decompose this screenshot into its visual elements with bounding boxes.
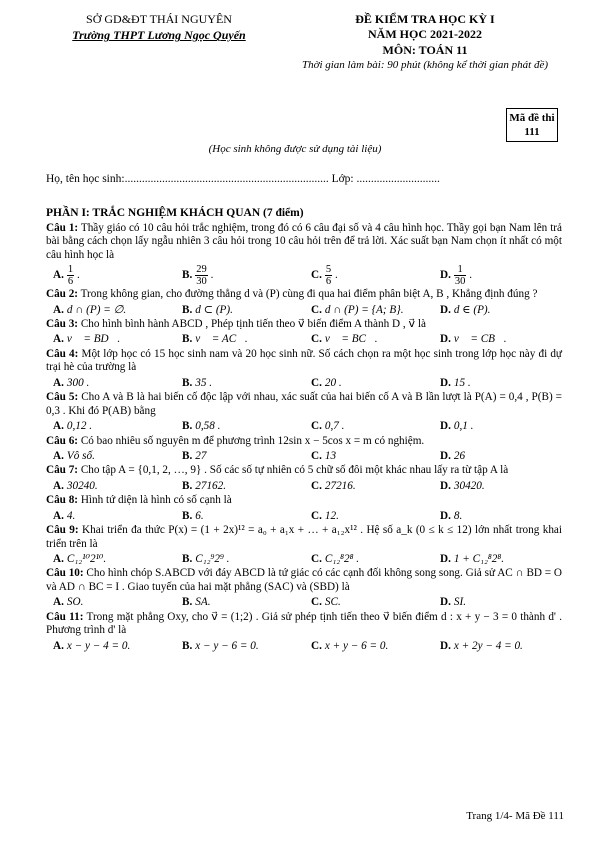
option-text: 6.: [195, 509, 204, 522]
answer-option[interactable]: [304, 553, 433, 566]
option-letter: A.: [53, 509, 64, 522]
option-text: 35 .: [195, 376, 213, 389]
exam-code-value: 111: [524, 125, 540, 138]
question-item: [46, 318, 562, 347]
option-text: v⃗ = BD⃗.: [66, 333, 121, 346]
option-letter: C.: [311, 420, 322, 433]
option-letter: B.: [182, 553, 193, 566]
answer-option[interactable]: [304, 596, 433, 609]
option-text: 27: [195, 449, 207, 462]
option-letter: B.: [182, 269, 193, 282]
question-item: [46, 567, 562, 609]
answer-options: [46, 420, 562, 433]
student-name-label: Họ, tên học sinh:: [46, 173, 125, 185]
question-item: [46, 524, 562, 566]
class-blank[interactable]: .............................: [356, 173, 440, 185]
question-body: Cho tập A = {0,1, 2, …, 9} . Số các số tự nhiên có 5 chữ số đôi một khác nhau lấy ra từ tập A là: [78, 464, 509, 477]
option-letter: D.: [440, 596, 451, 609]
option-letter: C.: [311, 449, 322, 462]
option-letter: A.: [53, 420, 64, 433]
exam-content: [46, 207, 562, 654]
answer-option[interactable]: [304, 304, 433, 317]
option-letter: D.: [440, 333, 451, 346]
option-letter: D.: [440, 509, 451, 522]
option-text: SA.: [195, 596, 211, 609]
question-body: Thầy giáo có 10 câu hỏi trắc nghiệm, trong đó có 6 câu đại số và 4 câu hình học. Thầy gọi bạn Nam lên trả bài bằng cách chọn lấy ngẫu nhiên 3 câu hỏi trong 10 câu hỏi trên để trả lời. Xác suất bạn Nam chọn ít nhất có một câu hình học là: [46, 221, 562, 261]
option-letter: D.: [440, 479, 451, 492]
option-text: SC.: [324, 596, 341, 609]
question-label: Câu 1:: [46, 221, 79, 234]
question-label: Câu 7:: [46, 464, 79, 477]
option-letter: C.: [311, 479, 322, 492]
question-body: Cho A và B là hai biến cố độc lập với nhau, xác suất của hai biến cố A và B lần lượt là P(A) = 0,4 , P(B) = 0,3 . Khi đó P(AB) bằng: [46, 391, 562, 417]
question-label: Câu 5:: [46, 391, 79, 404]
question-item: [46, 464, 562, 493]
question-label: Câu 3:: [46, 318, 79, 331]
option-letter: A.: [53, 333, 64, 346]
exam-code-box: [506, 108, 558, 142]
answer-option[interactable]: [433, 480, 562, 493]
option-fraction: $\frac{5}{6}$: [325, 264, 332, 288]
option-letter: B.: [182, 333, 193, 346]
option-letter: C.: [311, 509, 322, 522]
question-label: Câu 2:: [46, 288, 79, 301]
answer-option[interactable]: [433, 377, 562, 390]
question-text: [46, 464, 562, 477]
question-body: Trong không gian, cho đường thẳng d và (P) cùng đi qua hai điểm phân biệt A, B , Khẳng định đúng ?: [78, 288, 538, 301]
exam-code-label: Mã đề thi: [509, 112, 555, 124]
option-letter: B.: [182, 449, 193, 462]
answer-option[interactable]: [175, 377, 304, 390]
option-letter: B.: [182, 303, 193, 316]
answer-option[interactable]: [46, 450, 175, 463]
option-letter: A.: [53, 553, 64, 566]
option-letter: A.: [53, 269, 64, 282]
exam-duration: Thời gian làm bài: 90 phút (không kể thời gian phát đề): [301, 59, 549, 72]
option-text: v⃗ = AC⃗.: [195, 333, 248, 346]
answer-option[interactable]: [304, 510, 433, 523]
option-text: 0,58 .: [195, 420, 221, 433]
question-body: Cho hình bình hành ABCD , Phép tịnh tiến theo v⃗ biến điểm A thành D , v⃗ là: [78, 318, 426, 331]
answer-option[interactable]: [46, 377, 175, 390]
option-letter: D.: [440, 639, 451, 652]
answer-options: [46, 553, 562, 566]
answer-option[interactable]: D. $\frac{1}{30}$ .: [440, 264, 472, 288]
answer-option[interactable]: [175, 480, 304, 493]
question-item: [46, 288, 562, 317]
part-title: PHẦN I: TRẮC NGHIỆM KHÁCH QUAN (7 điểm): [46, 207, 304, 219]
option-letter: D.: [440, 376, 451, 389]
answer-option[interactable]: [433, 333, 562, 346]
answer-option[interactable]: [175, 304, 304, 317]
header-left: [44, 12, 274, 43]
option-text: x − y − 6 = 0.: [195, 639, 259, 652]
option-text: 0,1 .: [453, 420, 474, 433]
option-text: 0,12 .: [66, 420, 93, 433]
page-footer: Trang 1/4- Mã Đề 111: [466, 810, 564, 822]
answer-option[interactable]: [175, 553, 304, 566]
option-letter: A.: [53, 479, 64, 492]
question-text: [46, 524, 562, 551]
option-text: 4.: [66, 509, 76, 522]
option-text: 15 .: [453, 376, 471, 389]
option-text: 8.: [453, 509, 463, 522]
answer-option[interactable]: [175, 596, 304, 609]
subject-title: MÔN: TOÁN 11: [382, 42, 468, 57]
answer-option[interactable]: [175, 640, 304, 653]
option-text: C₁₂⁸2⁸ .: [324, 553, 360, 566]
answer-option[interactable]: [433, 450, 562, 463]
answer-option[interactable]: [46, 510, 175, 523]
question-item: [46, 611, 562, 653]
option-text: x + y − 6 = 0.: [324, 639, 389, 652]
option-letter: C.: [311, 639, 322, 652]
option-letter: C.: [311, 376, 322, 389]
question-text: [46, 567, 562, 594]
question-body: Có bao nhiêu số nguyên m để phương trình 12sin x − 5cos x = m có nghiệm.: [78, 434, 425, 447]
option-text: d ⊂ (P).: [195, 303, 233, 316]
option-text: Vô số.: [66, 449, 95, 462]
question-label: Câu 4:: [46, 347, 79, 360]
answer-option[interactable]: [433, 640, 562, 653]
answer-option[interactable]: [433, 553, 562, 566]
option-letter: C.: [311, 596, 322, 609]
option-letter: C.: [311, 553, 322, 566]
option-text: 20 .: [324, 376, 342, 389]
question-text: [46, 348, 562, 375]
answer-option[interactable]: [46, 420, 175, 433]
student-name-blank[interactable]: .......................................................................: [124, 173, 329, 185]
answer-option[interactable]: [433, 510, 562, 523]
question-text: [46, 611, 562, 638]
option-text: d ∈ (P).: [453, 303, 491, 316]
question-item: [46, 435, 562, 464]
option-fraction: $\frac{1}{6}$: [67, 264, 74, 288]
answer-options: [46, 377, 562, 390]
answer-option[interactable]: C. $\frac{5}{6}$ .: [311, 264, 338, 288]
option-text: C₁₂⁹2⁹ .: [195, 553, 230, 566]
answer-option[interactable]: [433, 304, 562, 317]
no-materials-note: (Học sinh không được sử dụng tài liệu): [208, 143, 382, 155]
option-letter: B.: [182, 420, 193, 433]
option-text: 26: [453, 449, 466, 462]
question-body: Cho hình chóp S.ABCD với đáy ABCD là tứ giác có các cạnh đối không song song. Giả sử AC ∩ BD = O và AD ∩ BC = I . Giao tuyến của hai mặt phẳng (SAC) và (SBD) là: [46, 567, 562, 593]
option-letter: C.: [311, 303, 322, 316]
question-body: Trong mặt phẳng Oxy, cho v⃗ = (1;2) . Giả sử phép tịnh tiến theo v⃗ biến điểm d : x + y − 3 = 0 thành d' . Phương trình d' là: [46, 610, 562, 637]
question-text: [46, 391, 562, 418]
option-text: d ∩ (P) = ∅.: [66, 303, 127, 316]
option-letter: A.: [53, 303, 64, 316]
option-text: C₁₂¹⁰2¹⁰.: [66, 553, 107, 566]
option-text: 0,7 .: [324, 420, 345, 433]
option-text: 12.: [324, 509, 339, 522]
option-text: 27162.: [195, 479, 227, 492]
answer-option[interactable]: [304, 420, 433, 433]
option-letter: D.: [440, 449, 451, 462]
answer-option[interactable]: [304, 377, 433, 390]
answer-option[interactable]: [433, 420, 562, 433]
option-text: x + 2y − 4 = 0.: [453, 639, 523, 652]
answer-options: [46, 640, 562, 653]
option-text: 30240.: [66, 479, 98, 492]
answer-option[interactable]: B. $\frac{29}{30}$ .: [182, 264, 214, 288]
option-letter: D.: [440, 553, 451, 566]
question-item: [46, 222, 562, 287]
school-year: NĂM HỌC 2021-2022: [368, 27, 482, 42]
option-text: 1 + C₁₂⁸2⁸.: [453, 553, 505, 566]
question-label: Câu 11:: [46, 610, 84, 623]
answer-option[interactable]: [175, 333, 304, 346]
question-label: Câu 9:: [46, 524, 79, 537]
answer-option[interactable]: [46, 640, 175, 653]
option-letter: B.: [182, 639, 193, 652]
question-text: [46, 318, 562, 331]
option-text: SI.: [453, 596, 467, 609]
answer-options: [46, 450, 562, 463]
option-letter: A.: [53, 376, 64, 389]
question-list: [46, 222, 562, 653]
school-name: Trường THPT Lương Ngọc Quyến: [72, 28, 246, 43]
question-text: [46, 222, 562, 262]
option-text: x − y − 4 = 0.: [66, 639, 131, 652]
answer-options: [46, 333, 562, 346]
option-letter: A.: [53, 596, 64, 609]
answer-option[interactable]: [46, 333, 175, 346]
answer-option[interactable]: [304, 640, 433, 653]
option-letter: A.: [53, 639, 64, 652]
option-letter: D.: [440, 303, 451, 316]
option-text: v⃗ = BC⃗.: [324, 333, 378, 346]
question-body: Một lớp học có 15 học sinh nam và 20 học sinh nữ. Số cách chọn ra một học sinh trong lớp học này đi dự trại hè của trường là: [46, 347, 562, 374]
option-text: v⃗ = CB⃗.: [453, 333, 507, 346]
question-text: [46, 288, 562, 301]
header-right: [290, 12, 560, 72]
option-letter: A.: [53, 449, 64, 462]
option-letter: D.: [440, 269, 451, 282]
option-fraction: $\frac{29}{30}$: [196, 264, 207, 288]
option-letter: D.: [440, 420, 451, 433]
department-name: SỞ GD&ĐT THÁI NGUYÊN: [86, 12, 232, 26]
answer-option[interactable]: [175, 420, 304, 433]
question-label: Câu 10:: [46, 567, 84, 580]
question-text: [46, 435, 562, 448]
option-text: 27216.: [324, 479, 356, 492]
student-info-line: [46, 173, 440, 187]
answer-option[interactable]: [304, 450, 433, 463]
option-text: 30420.: [453, 479, 485, 492]
question-label: Câu 6:: [46, 434, 79, 447]
answer-options: [46, 304, 562, 317]
answer-option[interactable]: A. $\frac{1}{6}$ .: [53, 264, 80, 288]
option-letter: C.: [311, 333, 322, 346]
question-text: [46, 494, 562, 507]
answer-options: [46, 480, 562, 493]
option-text: 13: [324, 449, 337, 462]
option-letter: B.: [182, 596, 193, 609]
answer-option[interactable]: [304, 333, 433, 346]
answer-options: [46, 596, 562, 609]
answer-option[interactable]: [46, 553, 175, 566]
class-label: Lớp:: [328, 173, 357, 185]
question-body: Khai triển đa thức P(x) = (1 + 2x)¹² = a₀ + a₁x + … + a₁₂x¹² . Hệ số a_k (0 ≤ k ≤ 12) lớn nhất trong khai triển trên là: [46, 524, 562, 550]
exam-title: ĐỀ KIỂM TRA HỌC KỲ I: [355, 12, 495, 26]
option-letter: B.: [182, 376, 193, 389]
answer-option[interactable]: [175, 450, 304, 463]
option-text: 300 .: [66, 376, 90, 389]
answer-option[interactable]: [46, 480, 175, 493]
answer-option[interactable]: [46, 304, 175, 317]
answer-option[interactable]: [433, 596, 562, 609]
option-letter: B.: [182, 479, 193, 492]
question-item: [46, 348, 562, 390]
question-item: [46, 494, 562, 523]
answer-options: [46, 510, 562, 523]
question-label: Câu 8:: [46, 494, 79, 507]
option-letter: B.: [182, 509, 193, 522]
answer-option[interactable]: [304, 480, 433, 493]
answer-option[interactable]: [175, 510, 304, 523]
answer-options: [46, 264, 562, 287]
option-text: SO.: [66, 596, 84, 609]
option-letter: C.: [311, 269, 322, 282]
question-body: Hình tứ diện là hình có số cạnh là: [78, 494, 232, 507]
answer-option[interactable]: [46, 596, 175, 609]
question-item: [46, 391, 562, 433]
option-text: d ∩ (P) = {A; B}.: [324, 303, 404, 316]
option-fraction: $\frac{1}{30}$: [454, 264, 466, 288]
